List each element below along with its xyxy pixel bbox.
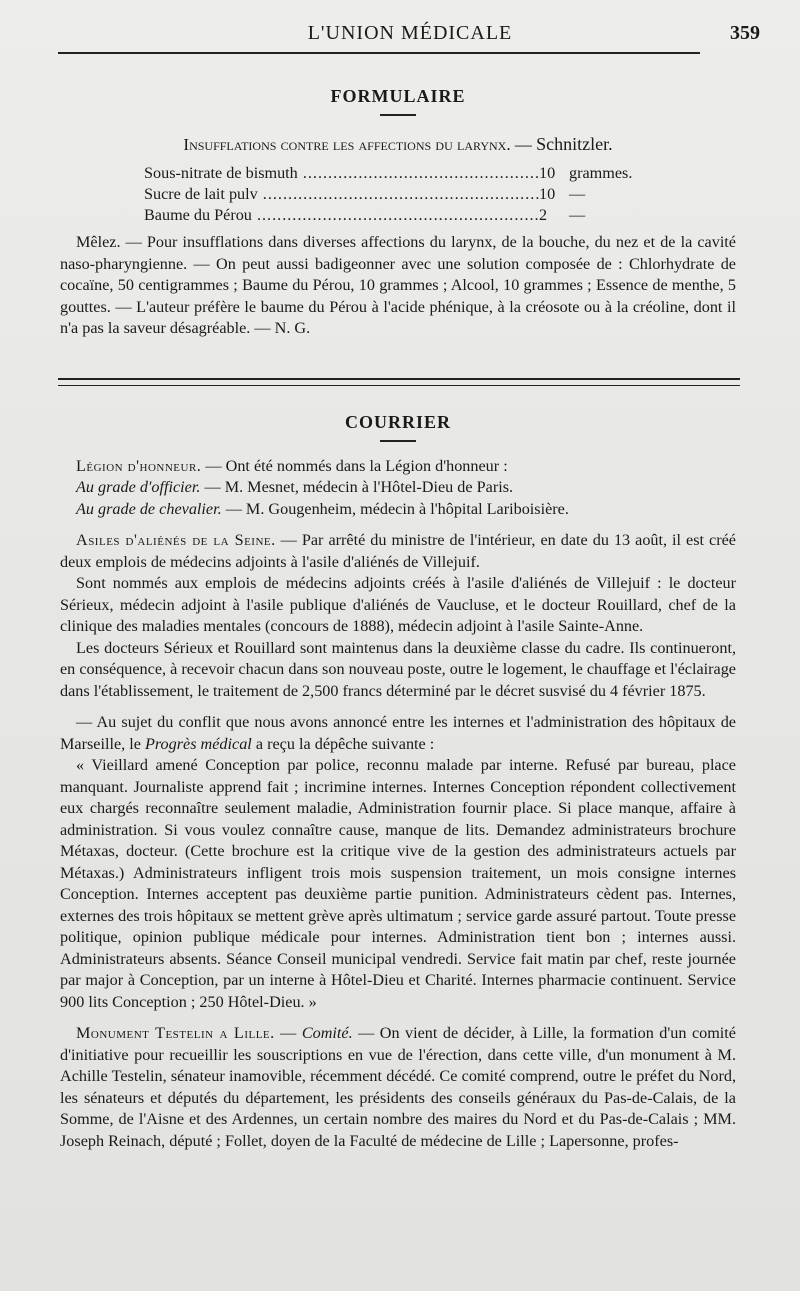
legion-block bbox=[60, 456, 736, 521]
asiles-p2: Sont nommés aux emplois de médecins adjoints créés à l'asile d'aliénés de Villejuif : le docteur Sérieux, médecin adjoint à l'asile publique d'aliénés de Vaucluse, et le docteur Rouillard, chef de la clinique des maladies mentales (concours de 1888), médecin adjoint à l'asile Sainte-Anne. bbox=[60, 574, 736, 635]
heading-dash bbox=[380, 114, 416, 116]
conflit-intro-a: — Au sujet du conflit que nous avons annoncé entre les internes et l'administration des hôpitaux de Marseille, le bbox=[60, 713, 736, 753]
formulaire-section bbox=[60, 86, 736, 340]
monument-text bbox=[60, 1023, 736, 1152]
formulaire-author: Schnitzler. bbox=[536, 133, 613, 154]
recipe-item: Sous-nitrate de bismuth ..... bbox=[144, 163, 539, 184]
conflit-intro-b: a reçu la dépêche suivante : bbox=[251, 734, 435, 753]
recipe-row bbox=[144, 205, 614, 226]
page-number: 359 bbox=[730, 22, 760, 44]
courrier-section bbox=[60, 412, 736, 1152]
formulaire-signature: — N. G. bbox=[254, 319, 311, 337]
conflit-journal: Progrès médical bbox=[144, 734, 252, 753]
conflit-block bbox=[60, 712, 736, 1013]
recipe-qty: 10 bbox=[539, 164, 556, 182]
asiles-p1-text: — Par arrêté du ministre de l'intérieur, en date du 13 août, il est créé deux emplois de médecins adjoints à l'asile d'aliénés de Villejuif. bbox=[60, 531, 736, 571]
header-rule bbox=[58, 52, 700, 54]
recipe-qty: 10 bbox=[539, 185, 556, 203]
courrier-heading: COURRIER bbox=[344, 412, 451, 432]
legion-chevalier bbox=[60, 499, 736, 521]
asiles-label: Asiles d'aliénés de la Seine. bbox=[76, 531, 276, 549]
legion-text: — Ont été nommés dans la Légion d'honneur : bbox=[201, 456, 508, 475]
legion-label: Légion d'honneur. bbox=[76, 456, 202, 475]
asiles-p3: Les docteurs Sérieux et Rouillard sont maintenus dans la deuxième classe du cadre. Ils continueront, en conséquence, à recevoir chacun dans son nouveau poste, outre le logement, le chauffage et l'éclairage dans l'établissement, le traitement de 2,500 francs déterminé par le décret susvisé du 4 février 1875. bbox=[60, 638, 736, 700]
recipe-list bbox=[144, 163, 633, 226]
monument-dash: — bbox=[274, 1024, 302, 1042]
formulaire-body: Mêlez. — Pour insufflations dans diverses affections du larynx, de la bouche, du nez et de la cavité naso-pharyngienne. — On peut aussi badigeonner avec une solution composée de : Chlorhydrate de cocaïne, 50 centigrammes ; Baume du Pérou, 10 grammes ; Alcool, 10 grammes ; Essence de menthe, 5 gouttes. — L'auteur préfère le baume du Pérou à l'acide phénique, à la créosote ou à la créoline, dont il n'a pas la saveur désagréable. bbox=[60, 233, 736, 337]
recipe-item: Baume du Pérou ..... bbox=[144, 205, 539, 226]
section-divider bbox=[58, 378, 740, 386]
legion-officier bbox=[60, 477, 736, 499]
monument-block bbox=[60, 1023, 736, 1152]
asiles-block bbox=[60, 530, 736, 702]
recipe-qty: 2 bbox=[539, 206, 548, 224]
recipe-unit: — bbox=[569, 206, 586, 224]
chevalier-text: — M. Gougenheim, médecin à l'hôpital Lariboisière. bbox=[221, 499, 569, 518]
recipe-row bbox=[144, 163, 633, 184]
recipe-unit: grammes. bbox=[569, 164, 633, 182]
monument-label-italic: Comité. bbox=[301, 1024, 353, 1042]
running-head bbox=[60, 22, 760, 52]
heading-dash bbox=[380, 440, 416, 442]
formulaire-text bbox=[60, 232, 736, 340]
formulaire-heading: FORMULAIRE bbox=[330, 86, 466, 106]
monument-label: Monument Testelin a Lille. bbox=[76, 1024, 275, 1042]
conflit-intro bbox=[60, 712, 736, 755]
recipe-unit: — bbox=[569, 185, 586, 203]
legion-intro bbox=[60, 456, 736, 478]
monument-body: — On vient de décider, à Lille, la formation d'un comité d'initiative pour recueillir les souscriptions en vue de l'érection, dans cette ville, d'un monument à M. Achille Testelin, sénateur inamovible, récemment décédé. Ce comité comprend, outre le préfet du Nord, les sénateurs et députés du département, les présidents des conseils généraux du Pas-de-Calais, de la Somme, de l'Aisne et des Ardennes, un certain nombre des maires du Nord et du Pas-de-Calais ; MM. Joseph Reinach, député ; Follet, doyen de la Faculté de médecine de Lille ; Lapersonne, profes- bbox=[60, 1024, 736, 1150]
running-title: L'UNION MÉDICALE bbox=[307, 22, 513, 44]
chevalier-label: Au grade de chevalier. bbox=[76, 499, 222, 518]
formulaire-title-text: Insufflations contre les affections du larynx. — bbox=[183, 134, 532, 154]
recipe-item: Sucre de lait pulv ..... bbox=[144, 184, 539, 205]
conflit-depeche: « Vieillard amené Conception par police, reconnu malade par interne. Refusé par bureau, place manquant. Journaliste apprend fait ; incrimine internes. Internes Conception répondent collectivement eux chargés reconnaître seulement maladie, Administration fournir place. Si place manque, affaire à administration. Si vous voulez connaître cause, manque de lits. Demandez administrateurs brochure Métaxas, docteur. (Cette brochure est la critique vive de la gestion des administrateurs actuels par Métaxas.) Administrateurs infligent trois mois suspension traitement, un mois consigne internes Conception. Internes acceptent pas deuxième partie punition. Administrateurs cèdent pas. Internes, externes des trois hôpitaux se mettent grève après ultimatum ; service garde assuré partout. Toute presse politique, opinion publique médicale pour internes. Administration tient bon ; internes aussi. Administrateurs absents. Séance Conseil municipal vendredi. Service fait matin par chef, reste journée par major à Conception, par un interne à Hôtel-Dieu et Charité. Internes pharmacie continuent. Service 900 lits Conception ; 250 Hôtel-Dieu. » bbox=[60, 756, 736, 1011]
formulaire-title bbox=[60, 134, 736, 156]
recipe-row bbox=[144, 184, 614, 205]
asiles-p1 bbox=[60, 530, 736, 573]
officier-text: — M. Mesnet, médecin à l'Hôtel-Dieu de Paris. bbox=[200, 478, 514, 496]
officier-label: Au grade d'officier. bbox=[76, 478, 201, 496]
